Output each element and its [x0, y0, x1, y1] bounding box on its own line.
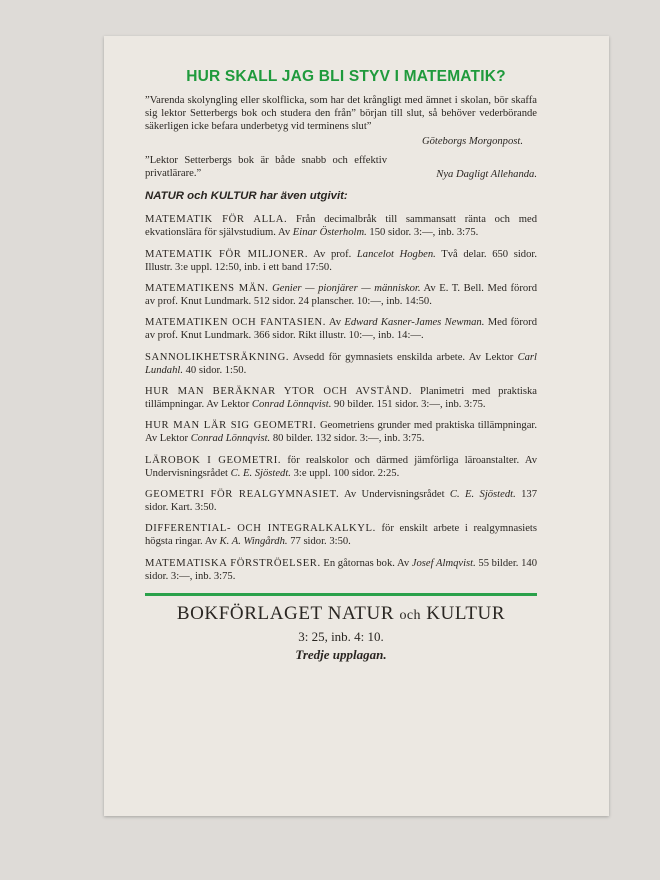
- list-item: MATEMATISKA FÖRSTRÖELSER. En gåtornas bok. Av Josef Almqvist. 55 bilder. 140 sidor. 3:—, inb. 3:75.: [145, 557, 538, 582]
- list-item: MATEMATIK FÖR MILJONER. Av prof. Lancelot Hogben. Två delar. 650 sidor. Illustr. 3:e uppl. 12:50, inb. i ett band 17:50.: [145, 248, 537, 273]
- list-item: SANNOLIKHETSRÄKNING. Avsedd för gymnasiets enskilda arbete. Av Lektor Carl Lundahl. 40 sidor. 1:50.: [145, 351, 537, 376]
- headline: HUR SKALL JAG BLI STYV I MATEMATIK?: [186, 68, 506, 85]
- list-item: DIFFERENTIAL- OCH INTEGRALKALKYL. för enskilt arbete i realgymnasiets högsta ringar. Av K. A. Wingårdh. 77 sidor. 3:50.: [145, 523, 537, 548]
- list-item: MATEMATIK FÖR ALLA. Från decimalbråk till sammansatt ränta och med ekvationslära för självstudium. Av Einar Österholm. 150 sidor. 3:—, inb. 3:75.: [145, 214, 537, 239]
- cover-text: [145, 62, 537, 662]
- publisher-list-heading: NATUR och KULTUR har även utgivit:: [145, 190, 348, 203]
- quote-1-source: Göteborgs Morgonpost.: [421, 135, 523, 147]
- quote-2-source: Nya Dagligt Allehanda.: [436, 169, 537, 181]
- publisher-name: BOKFÖRLAGET NATUR och KULTUR: [176, 602, 506, 624]
- edition: Tredje upplagan.: [295, 646, 387, 662]
- list-item: HUR MAN LÄR SIG GEOMETRI. Geometriens grunder med praktiska tillämpningar. Av Lektor Conrad Lönnqvist. 80 bilder. 132 sidor. 3:—, inb. 3:75.: [145, 420, 537, 445]
- list-item: HUR MAN BERÄKNAR YTOR OCH AVSTÅND. Planimetri med praktiska tillämpningar. Av Lektor Conrad Lönnqvist. 90 bilder. 151 sidor. 3:—, inb. 3:75.: [145, 385, 537, 410]
- quote-2: ”Lektor Setterbergs bok är både snabb och effektiv privatlärare.”: [145, 154, 387, 179]
- list-item: LÄROBOK I GEOMETRI. för realskolor och därmed jämförliga läroanstalter. Av Undervisningsrådet C. E. Sjöstedt. 3:e uppl. 100 sidor. 2:25.: [145, 454, 537, 479]
- price: 3: 25, inb. 4: 10.: [298, 628, 384, 644]
- green-divider: [145, 593, 537, 596]
- list-item: MATEMATIKENS MÄN. Genier — pionjärer — människor. Av E. T. Bell. Med förord av prof. Knut Lundmark. 512 sidor. 24 planscher. 10:—, inb. 14:50.: [145, 282, 537, 307]
- book-list: [145, 214, 537, 583]
- quote-1: ”Varenda skolyngling eller skolflicka, som har det krångligt med ämnet i skolan, bör skaffa sig lektor Setterbergs bok och studera den från” början till slut, så behöver vederbörande säkerligen icke befara underbetyg vid terminens slut”: [145, 94, 537, 132]
- list-item: GEOMETRI FÖR REALGYMNASIET. Av Undervisningsrådet C. E. Sjöstedt. 137 sidor. Kart. 3:50.: [145, 489, 537, 513]
- list-item: MATEMATIKEN OCH FANTASIEN. Av Edward Kasner-James Newman. Med förord av prof. Knut Lundmark. 366 sidor. Rikt illustr. 10:—, inb. 14:—.: [145, 317, 538, 342]
